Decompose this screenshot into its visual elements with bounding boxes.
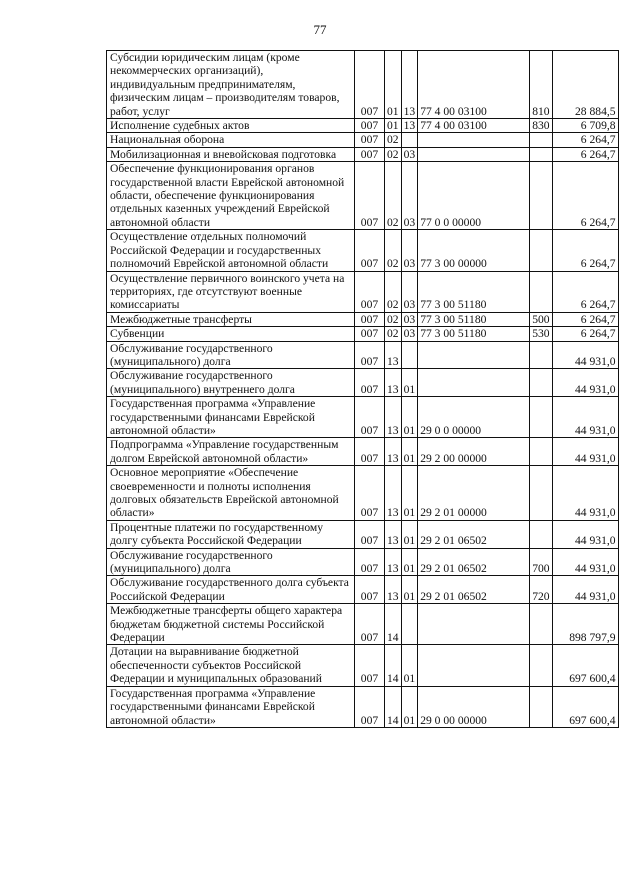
section-code-cell: 13 [385,466,402,521]
section-code-cell: 14 [385,686,402,727]
subsection-code-cell: 01 [401,397,418,438]
amount-cell: 44 931,0 [552,438,618,466]
subsection-code-cell: 13 [401,51,418,119]
target-article-cell: 77 4 00 03100 [418,119,530,133]
section-code-cell: 13 [385,369,402,397]
amount-cell: 6 264,7 [552,147,618,161]
table-row [107,604,619,645]
admin-code-cell: 007 [355,548,385,576]
table-row [107,162,619,230]
amount-cell: 44 931,0 [552,341,618,369]
item-name-cell: Основное мероприятие «Обеспечение своевременности и полноты исполнения долговых обязательств Еврейской автономной области» [107,466,355,521]
table-row [107,576,619,604]
table-row [107,686,619,727]
expense-type-cell [530,686,552,727]
table-row [107,466,619,521]
table-row [107,397,619,438]
section-code-cell: 01 [385,119,402,133]
subsection-code-cell: 03 [401,230,418,271]
item-name-cell: Осуществление первичного воинского учета на территориях, где отсутствуют военные комиссариаты [107,271,355,312]
admin-code-cell: 007 [355,133,385,147]
admin-code-cell: 007 [355,686,385,727]
table-row [107,327,619,341]
expense-type-cell [530,645,552,686]
table-row [107,645,619,686]
target-article-cell: 29 2 00 00000 [418,438,530,466]
section-code-cell: 02 [385,147,402,161]
expense-type-cell [530,341,552,369]
section-code-cell: 14 [385,645,402,686]
amount-cell: 697 600,4 [552,645,618,686]
item-name-cell: Обслуживание государственного долга субъекта Российской Федерации [107,576,355,604]
target-article-cell: 29 0 0 00000 [418,397,530,438]
item-name-cell: Мобилизационная и вневойсковая подготовка [107,147,355,161]
item-name-cell: Обслуживание государственного (муниципального) долга [107,341,355,369]
amount-cell: 44 931,0 [552,520,618,548]
item-name-cell: Государственная программа «Управление государственными финансами Еврейской автономной области» [107,397,355,438]
subsection-code-cell: 03 [401,162,418,230]
subsection-code-cell: 01 [401,520,418,548]
target-article-cell [418,133,530,147]
expense-type-cell: 830 [530,119,552,133]
admin-code-cell: 007 [355,576,385,604]
admin-code-cell: 007 [355,369,385,397]
table-row [107,230,619,271]
item-name-cell: Подпрограмма «Управление государственным долгом Еврейской автономной области» [107,438,355,466]
admin-code-cell: 007 [355,397,385,438]
amount-cell: 6 264,7 [552,162,618,230]
subsection-code-cell: 01 [401,548,418,576]
amount-cell: 898 797,9 [552,604,618,645]
target-article-cell: 77 3 00 00000 [418,230,530,271]
subsection-code-cell: 01 [401,466,418,521]
expense-type-cell [530,438,552,466]
table-row [107,438,619,466]
section-code-cell: 13 [385,576,402,604]
expense-type-cell [530,230,552,271]
expense-type-cell: 700 [530,548,552,576]
page-number: 77 [313,22,327,37]
amount-cell: 44 931,0 [552,397,618,438]
item-name-cell: Государственная программа «Управление государственными финансами Еврейской автономной области» [107,686,355,727]
target-article-cell [418,604,530,645]
amount-cell: 44 931,0 [552,576,618,604]
subsection-code-cell: 03 [401,312,418,326]
budget-table [106,50,619,728]
subsection-code-cell: 01 [401,576,418,604]
target-article-cell [418,645,530,686]
subsection-code-cell [401,341,418,369]
budget-table-body [107,51,619,728]
amount-cell: 6 709,8 [552,119,618,133]
amount-cell: 6 264,7 [552,271,618,312]
expense-type-cell [530,162,552,230]
subsection-code-cell: 01 [401,645,418,686]
section-code-cell: 02 [385,271,402,312]
target-article-cell: 29 2 01 00000 [418,466,530,521]
expense-type-cell [530,271,552,312]
target-article-cell: 29 2 01 06502 [418,548,530,576]
amount-cell: 28 884,5 [552,51,618,119]
section-code-cell: 13 [385,520,402,548]
admin-code-cell: 007 [355,271,385,312]
section-code-cell: 13 [385,438,402,466]
table-row [107,369,619,397]
subsection-code-cell: 13 [401,119,418,133]
admin-code-cell: 007 [355,520,385,548]
admin-code-cell: 007 [355,147,385,161]
section-code-cell: 02 [385,230,402,271]
item-name-cell: Межбюджетные трансферты общего характера бюджетам бюджетной системы Российской Федерации [107,604,355,645]
amount-cell: 44 931,0 [552,548,618,576]
item-name-cell: Субвенции [107,327,355,341]
item-name-cell: Субсидии юридическим лицам (кроме некоммерческих организаций), индивидуальным предпринимателям, физическим лицам – производителям товаров, работ, услуг [107,51,355,119]
item-name-cell: Осуществление отдельных полномочий Российской Федерации и государственных полномочий Еврейской автономной области [107,230,355,271]
expense-type-cell [530,604,552,645]
table-row [107,548,619,576]
item-name-cell: Обслуживание государственного (муниципального) долга [107,548,355,576]
section-code-cell: 02 [385,162,402,230]
subsection-code-cell: 03 [401,147,418,161]
admin-code-cell: 007 [355,230,385,271]
subsection-code-cell: 01 [401,438,418,466]
admin-code-cell: 007 [355,119,385,133]
target-article-cell [418,369,530,397]
target-article-cell: 77 3 00 51180 [418,327,530,341]
expense-type-cell: 810 [530,51,552,119]
target-article-cell: 77 0 0 00000 [418,162,530,230]
admin-code-cell: 007 [355,51,385,119]
target-article-cell [418,147,530,161]
admin-code-cell: 007 [355,466,385,521]
target-article-cell [418,341,530,369]
table-row [107,341,619,369]
table-row [107,147,619,161]
subsection-code-cell: 03 [401,327,418,341]
section-code-cell: 01 [385,51,402,119]
amount-cell: 44 931,0 [552,369,618,397]
item-name-cell: Обслуживание государственного (муниципального) внутреннего долга [107,369,355,397]
amount-cell: 44 931,0 [552,466,618,521]
table-row [107,119,619,133]
amount-cell: 697 600,4 [552,686,618,727]
target-article-cell: 29 0 00 00000 [418,686,530,727]
amount-cell: 6 264,7 [552,133,618,147]
item-name-cell: Процентные платежи по государственному долгу субъекта Российской Федерации [107,520,355,548]
section-code-cell: 02 [385,327,402,341]
section-code-cell: 13 [385,341,402,369]
section-code-cell: 14 [385,604,402,645]
expense-type-cell [530,520,552,548]
section-code-cell: 13 [385,548,402,576]
admin-code-cell: 007 [355,604,385,645]
expense-type-cell: 530 [530,327,552,341]
admin-code-cell: 007 [355,162,385,230]
table-row [107,271,619,312]
section-code-cell: 02 [385,133,402,147]
subsection-code-cell: 03 [401,271,418,312]
target-article-cell: 29 2 01 06502 [418,520,530,548]
expense-type-cell: 500 [530,312,552,326]
admin-code-cell: 007 [355,341,385,369]
section-code-cell: 13 [385,397,402,438]
table-row [107,133,619,147]
target-article-cell: 77 4 00 03100 [418,51,530,119]
table-row [107,51,619,119]
item-name-cell: Национальная оборона [107,133,355,147]
expense-type-cell [530,133,552,147]
amount-cell: 6 264,7 [552,312,618,326]
expense-type-cell [530,147,552,161]
subsection-code-cell [401,133,418,147]
item-name-cell: Исполнение судебных актов [107,119,355,133]
admin-code-cell: 007 [355,645,385,686]
item-name-cell: Дотации на выравнивание бюджетной обеспеченности субъектов Российской Федерации и муниципальных образований [107,645,355,686]
target-article-cell: 77 3 00 51180 [418,312,530,326]
section-code-cell: 02 [385,312,402,326]
table-row [107,312,619,326]
subsection-code-cell: 01 [401,369,418,397]
table-row [107,520,619,548]
subsection-code-cell [401,604,418,645]
subsection-code-cell: 01 [401,686,418,727]
item-name-cell: Межбюджетные трансферты [107,312,355,326]
target-article-cell: 77 3 00 51180 [418,271,530,312]
target-article-cell: 29 2 01 06502 [418,576,530,604]
expense-type-cell [530,397,552,438]
item-name-cell: Обеспечение функционирования органов государственной власти Еврейской автономной области, обеспечение функционирования отдельных казенных учреждений Еврейской автономной области [107,162,355,230]
admin-code-cell: 007 [355,327,385,341]
expense-type-cell [530,369,552,397]
expense-type-cell: 720 [530,576,552,604]
expense-type-cell [530,466,552,521]
amount-cell: 6 264,7 [552,327,618,341]
admin-code-cell: 007 [355,438,385,466]
admin-code-cell: 007 [355,312,385,326]
amount-cell: 6 264,7 [552,230,618,271]
